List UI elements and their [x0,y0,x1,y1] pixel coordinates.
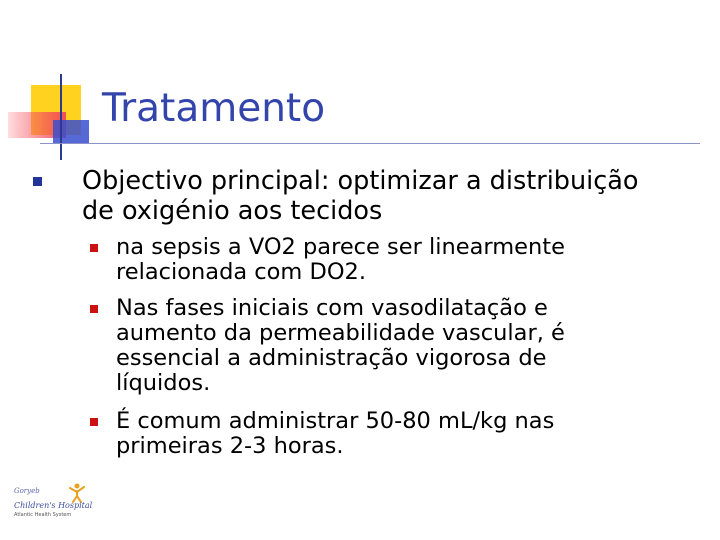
sub-bullet-square-icon [90,244,98,252]
sub-bullet-text: É comum administrar 50-80 mL/kg nas primeiras 2-3 horas. [116,408,555,459]
slide-title: Tratamento [102,86,326,131]
sub-bullet-text: Nas fases iniciais com vasodilatação e aumento da permeabilidade vascular, é essencial a administração vigorosa de líquidos. [116,295,565,396]
sub-bullet-square-icon [90,305,98,313]
title-underline [40,143,700,144]
logo-text-line2: Children's Hospital [14,501,93,510]
decor-vertical-line [60,74,62,160]
hospital-logo [14,482,96,522]
decor-blue-square [53,120,89,144]
logo-text-line1: Goryeb [14,487,40,495]
logo-text-line3: Atlantic Health System [14,512,72,518]
sub-bullet-square-icon [90,418,98,426]
sub-bullet-text: na sepsis a VO2 parece ser linearmente relacionada com DO2. [116,234,565,285]
bullet-square-icon [33,177,42,186]
main-bullet-text: Objectivo principal: optimizar a distribuição de oxigénio aos tecidos [82,166,639,226]
